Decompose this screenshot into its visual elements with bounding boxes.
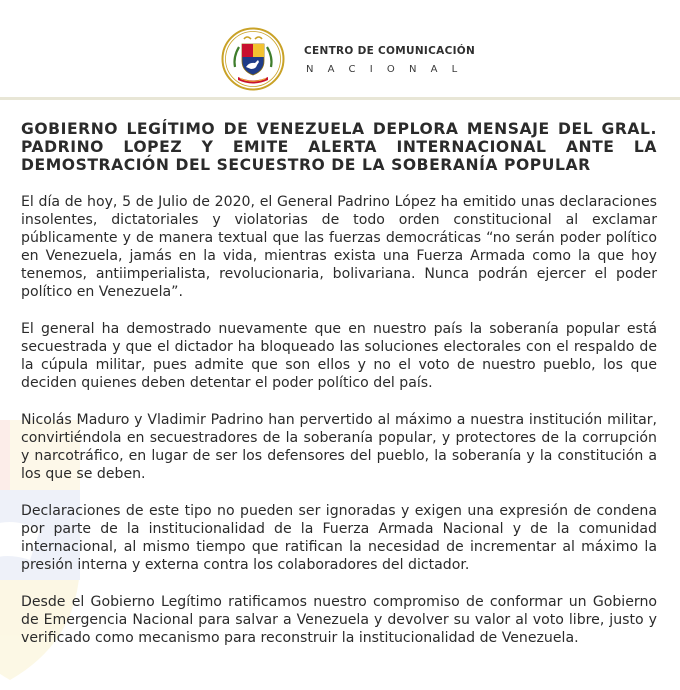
paragraph-1: El día de hoy, 5 de Julio de 2020, el General Padrino López ha emitido unas declaraciones insolentes, dictatoriales y violatorias de todo orden constitucional al exclamar públicamente y de manera textual que las fuerzas democráticas “no serán poder político en Venezuela, jamás en la vida, mientras exista una Fuerza Armada como la que hoy tenemos, antiimperialista, revolucionaria, bolivariana. Nunca podrán ejercer el poder político en Venezuela”.: [21, 194, 657, 300]
logo-title: CENTRO DE COMUNICACIÓN: [304, 45, 476, 57]
header-divider: [0, 97, 680, 100]
paragraph-2: El general ha demostrado nuevamente que en nuestro país la soberanía popular está secuestrada y que el dictador ha bloqueado las soluciones electorales con el respaldo de la cúpula militar, pues admite que son ellos y no el voto de nuestro pueblo, los que deciden quienes deben detentar el poder político del país.: [21, 321, 657, 391]
paragraph-3: Nicolás Maduro y Vladimir Padrino han pervertido al máximo a nuestra institución militar, convirtiéndola en secuestradores de la soberanía popular, y protectores de la corrupción y narcotráfico, en lugar de ser los defensores del pueblo, la soberanía y la constitución a los que se deben.: [21, 412, 657, 482]
header: [0, 0, 680, 97]
logo-subtitle: NACIONAL: [306, 64, 472, 75]
press-release: [21, 120, 657, 666]
paragraph-5: Desde el Gobierno Legítimo ratificamos nuestro compromiso de conformar un Gobierno de Emergencia Nacional para salvar a Venezuela y devolver su valor al voto libre, justo y verificado como mecanismo para reconstruir la institucionalidad de Venezuela.: [21, 594, 657, 646]
press-release-title: GOBIERNO LEGÍTIMO DE VENEZUELA DEPLORA MENSAJE DEL GRAL. PADRINO LOPEZ Y EMITE ALERTA INTERNACIONAL ANTE LA DEMOSTRACIÓN DEL SECUESTRO DE LA SOBERANÍA POPULAR: [21, 120, 657, 174]
venezuela-coat-of-arms-icon: [221, 27, 285, 91]
paragraph-4: Declaraciones de este tipo no pueden ser ignoradas y exigen una expresión de condena por parte de la institucionalidad de la Fuerza Armada Nacional y de la comunidad internacional, al mismo tiempo que ratifican la necesidad de incrementar al máximo la presión interna y externa contra los colaboradores del dictador.: [21, 503, 657, 573]
